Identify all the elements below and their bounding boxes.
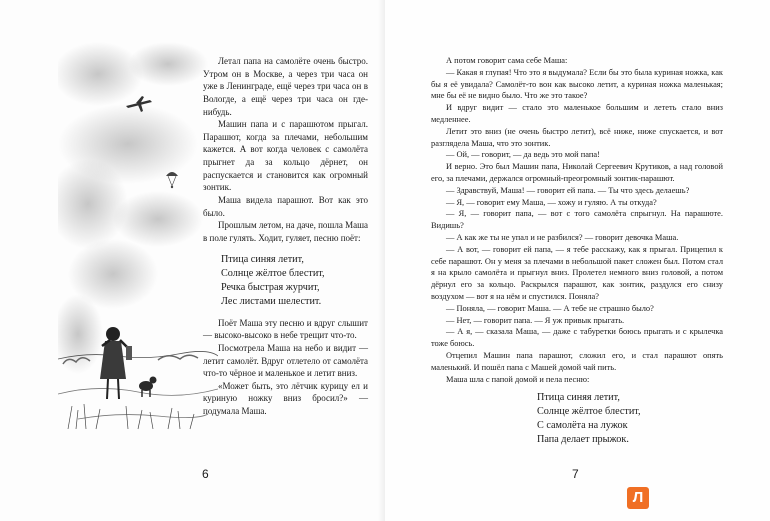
verse-line: Речка быстрая журчит, bbox=[221, 281, 320, 293]
paragraph: Отцепил Машин папа парашют, сложил его, и стал парашют опять маленький. И пошёл папа с Машей домой чай пить. bbox=[431, 350, 723, 372]
paragraph: Посмотрела Маша на небо и видит — летит самолёт. Вдруг отлетело от самолёта что-то чёрное и маленькое и летит вниз. bbox=[203, 342, 368, 379]
paragraph: Прошлым летом, на даче, пошла Маша в поле гулять. Ходит, гуляет, песню поёт: bbox=[203, 220, 368, 243]
paragraph: — Я, — говорит ему Маша, — хожу и гуляю. А ты откуда? bbox=[446, 197, 657, 207]
left-text-column bbox=[203, 55, 368, 418]
verse-line: Лес листами шелестит. bbox=[221, 295, 322, 307]
verse-line: Солнце жёлтое блестит, bbox=[537, 406, 641, 418]
paragraph: — Нет, — говорит папа. — Я уж привык прыгать. bbox=[446, 315, 625, 325]
right-text-column bbox=[431, 55, 723, 455]
verse-line: Солнце жёлтое блестит, bbox=[221, 267, 325, 279]
paragraph: «Может быть, это лётчик курицу ел и куриную ножку вниз бросил?» — подумала Маша. bbox=[203, 380, 368, 417]
paragraph: И вдруг видит — стало это маленькое большим и лететь стало вниз медленнее. bbox=[431, 103, 723, 124]
right-page bbox=[385, 0, 770, 521]
paragraph: Поёт Маша эту песню и вдруг слышит — высоко-высоко в небе трещит что-то. bbox=[203, 317, 368, 341]
verse-line: Папа делает прыжок. bbox=[537, 434, 629, 446]
paragraph: — Я, — говорит папа, — вот с того самолёта спрыгнул. На парашюте. Видишь? bbox=[431, 209, 723, 231]
song-verse bbox=[221, 253, 368, 309]
paragraph: — А как же ты не упал и не разбился? — говорит девочка Маша. bbox=[446, 232, 679, 242]
paragraph: И верно. Это был Машин папа, Николай Сергеевич Крутиков, а над головой его, за плечами, держался огромный-преогромный зонтик-парашют. bbox=[431, 162, 723, 183]
paragraph: Летит это вниз (не очень быстро летит), всё ниже, ниже спускается, и вот разглядела Маша, что это зонтик. bbox=[431, 126, 723, 148]
paragraph: А потом говорит сама себе Маша: bbox=[446, 56, 568, 65]
paragraph: — Здравствуй, Маша! — говорит ей папа. — Ты что здесь делаешь? bbox=[446, 185, 690, 195]
page-number-right: 7 bbox=[572, 467, 579, 481]
song-verse bbox=[537, 391, 723, 447]
paragraph: — Ой, — говорит, — да ведь это мой папа! bbox=[446, 150, 600, 160]
publisher-logo-icon: Л bbox=[627, 487, 649, 509]
parachute-icon bbox=[166, 172, 178, 188]
paragraph: Маша шла с папой домой и пела песню: bbox=[446, 374, 590, 384]
sky-illustration bbox=[58, 34, 218, 434]
paragraph: — А я, — сказала Маша, — даже с табуретки боюсь прыгать и с крылечка тоже боюсь. bbox=[431, 327, 723, 349]
paragraph: Маша видела парашют. Вот как это было. bbox=[203, 195, 368, 218]
paragraph: Машин папа и с парашютом прыгал. Парашют, когда за плечами, небольшим кажется. А вот когда человек с самолёта прыгнет да за кольцо дёрнет, он распускается и становится как огромный зонтик. bbox=[203, 119, 368, 193]
paragraph: — Какая я глупая! Что это я выдумала? Если бы это была куриная ножка, как бы я её увидала? Самолёт-то вон как высоко летит, а куриная ножка маленькая; мне бы её не видно было. Что же это такое? bbox=[431, 67, 723, 101]
page-number-left: 6 bbox=[202, 467, 209, 481]
paragraph: Летал папа на самолёте очень быстро. Утром он в Москве, а через три часа он уже в Ленинграде, ещё через три часа он в Вологде, а ещё через три часа он где-нибудь. bbox=[203, 56, 368, 117]
verse-line: С самолёта на лужок bbox=[537, 420, 628, 432]
verse-line: Птица синяя летит, bbox=[221, 253, 304, 265]
paragraph: — А вот, — говорит ей папа, — я тебе расскажу, как я прыгал. Прицепил к себе парашют. Он у меня за плечами в небольшой пакет сложен был. Потом стал я на крыло самолёта и прыгнул вниз. Пролетел немного вниз головой, а потом дёрнул его за кольцо. Раскрылся парашют, как зонтик, раздулся его снизу воздухом — вот я на нём и спустился. Поняла? bbox=[431, 244, 723, 301]
cloud-wash bbox=[58, 42, 208, 374]
verse-line: Птица синяя летит, bbox=[537, 392, 620, 404]
paragraph: — Поняла, — говорит Маша. — А тебе не страшно было? bbox=[446, 303, 654, 313]
grass-foreground bbox=[68, 404, 194, 429]
